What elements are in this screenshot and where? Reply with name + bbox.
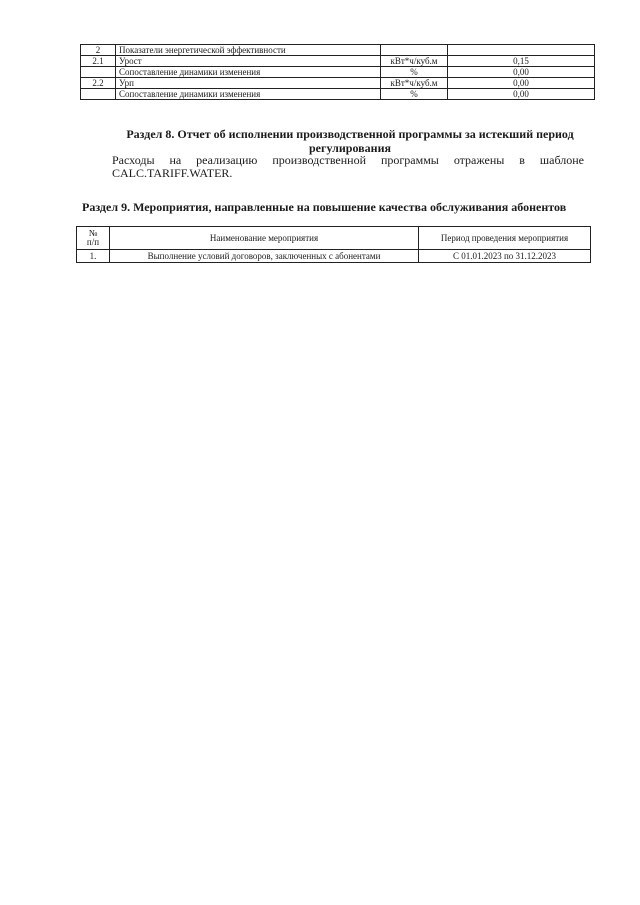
- row-value: 0,00: [448, 78, 595, 89]
- row-name: Урп: [116, 78, 381, 89]
- table-row: [81, 45, 595, 56]
- header-name: Наименование мероприятия: [110, 227, 419, 250]
- row-number: 2.2: [81, 78, 116, 89]
- row-period: С 01.01.2023 по 31.12.2023: [419, 250, 591, 263]
- row-name: Сопоставление динамики изменения: [116, 89, 381, 100]
- header-period: Период проведения мероприятия: [419, 227, 591, 250]
- table-row: [81, 56, 595, 67]
- row-number: [81, 67, 116, 78]
- section-8-heading-line2: регулирования: [309, 141, 391, 155]
- row-name: Показатели энергетической эффективности: [116, 45, 381, 56]
- row-name: Урост: [116, 56, 381, 67]
- row-value: [448, 45, 595, 56]
- section-8-text-line1: Расходы на реализацию производственной программы отражены в шаблоне: [112, 153, 584, 167]
- energy-efficiency-table: [80, 44, 595, 100]
- row-number: 2: [81, 45, 116, 56]
- table-header-row: [77, 227, 591, 250]
- section-8-heading-line1: Раздел 8. Отчет об исполнении производственной программы за истекший период: [126, 127, 574, 141]
- section-8-text: [112, 154, 584, 180]
- row-number: [81, 89, 116, 100]
- header-number: [77, 227, 110, 250]
- row-unit: %: [381, 89, 448, 100]
- table-row: [81, 67, 595, 78]
- row-unit: кВт*ч/куб.м: [381, 56, 448, 67]
- row-unit: кВт*ч/куб.м: [381, 78, 448, 89]
- row-value: 0,00: [448, 89, 595, 100]
- header-number-line2: п/п: [86, 237, 100, 247]
- row-unit: %: [381, 67, 448, 78]
- header-number-line1: №: [88, 228, 98, 238]
- row-unit: [381, 45, 448, 56]
- row-number: 1.: [77, 250, 110, 263]
- row-value: 0,00: [448, 67, 595, 78]
- row-name: Сопоставление динамики изменения: [116, 67, 381, 78]
- section-8-text-line2: CALC.TARIFF.WATER.: [112, 166, 233, 180]
- table-row: [81, 89, 595, 100]
- row-value: 0,15: [448, 56, 595, 67]
- measures-table: [76, 226, 591, 263]
- row-name: Выполнение условий договоров, заключенных с абонентами: [110, 250, 419, 263]
- section-9-heading: Раздел 9. Мероприятия, направленные на повышение качества обслуживания абонентов: [82, 200, 567, 214]
- section-8-heading: [110, 127, 590, 155]
- table-row: [77, 250, 591, 263]
- table-row: [81, 78, 595, 89]
- row-number: 2.1: [81, 56, 116, 67]
